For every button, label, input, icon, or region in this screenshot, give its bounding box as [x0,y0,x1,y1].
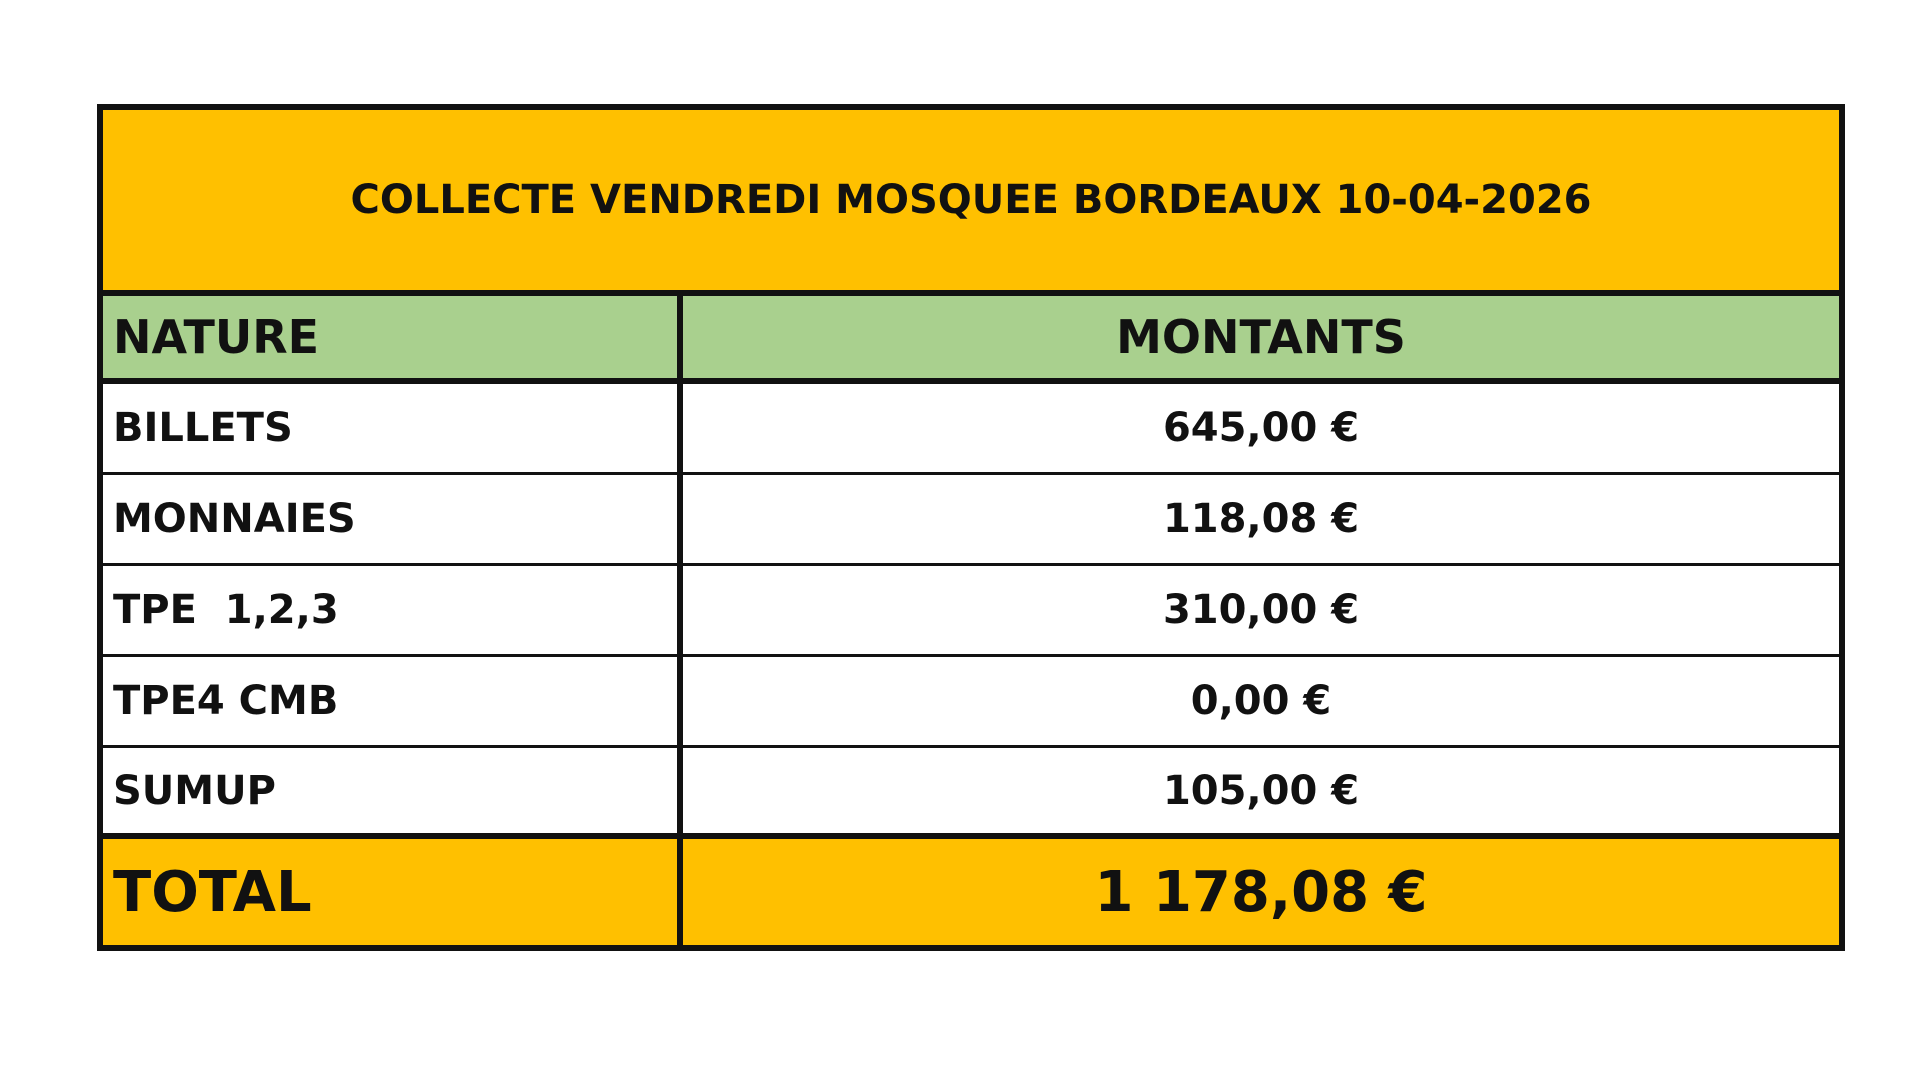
row-nature: TPE4 CMB [103,657,683,745]
total-amount: 1 178,08 € [1094,859,1428,925]
table-row [103,657,1839,748]
row-nature: BILLETS [103,384,683,472]
header-row [103,296,1839,384]
table-row [103,384,1839,475]
total-label: TOTAL [103,839,683,945]
header-nature: NATURE [103,296,683,378]
row-nature: TPE 1,2,3 [103,566,683,654]
row-nature: SUMUP [103,748,683,833]
table-row [103,566,1839,657]
row-amount: 105,00 € [1162,767,1360,814]
row-nature: MONNAIES [103,475,683,563]
table-title: COLLECTE VENDREDI MOSQUEE BORDEAUX 10-04-2026 [103,110,1839,296]
row-amount: 118,08 € [1162,496,1360,542]
collection-table [97,104,1845,951]
total-row [103,839,1839,945]
table-row [103,748,1839,839]
header-amounts: MONTANTS [1116,310,1406,364]
row-amount: 645,00 € [1162,405,1360,451]
row-amount: 310,00 € [1162,587,1360,633]
table-row [103,475,1839,566]
row-amount: 0,00 € [1190,678,1332,724]
